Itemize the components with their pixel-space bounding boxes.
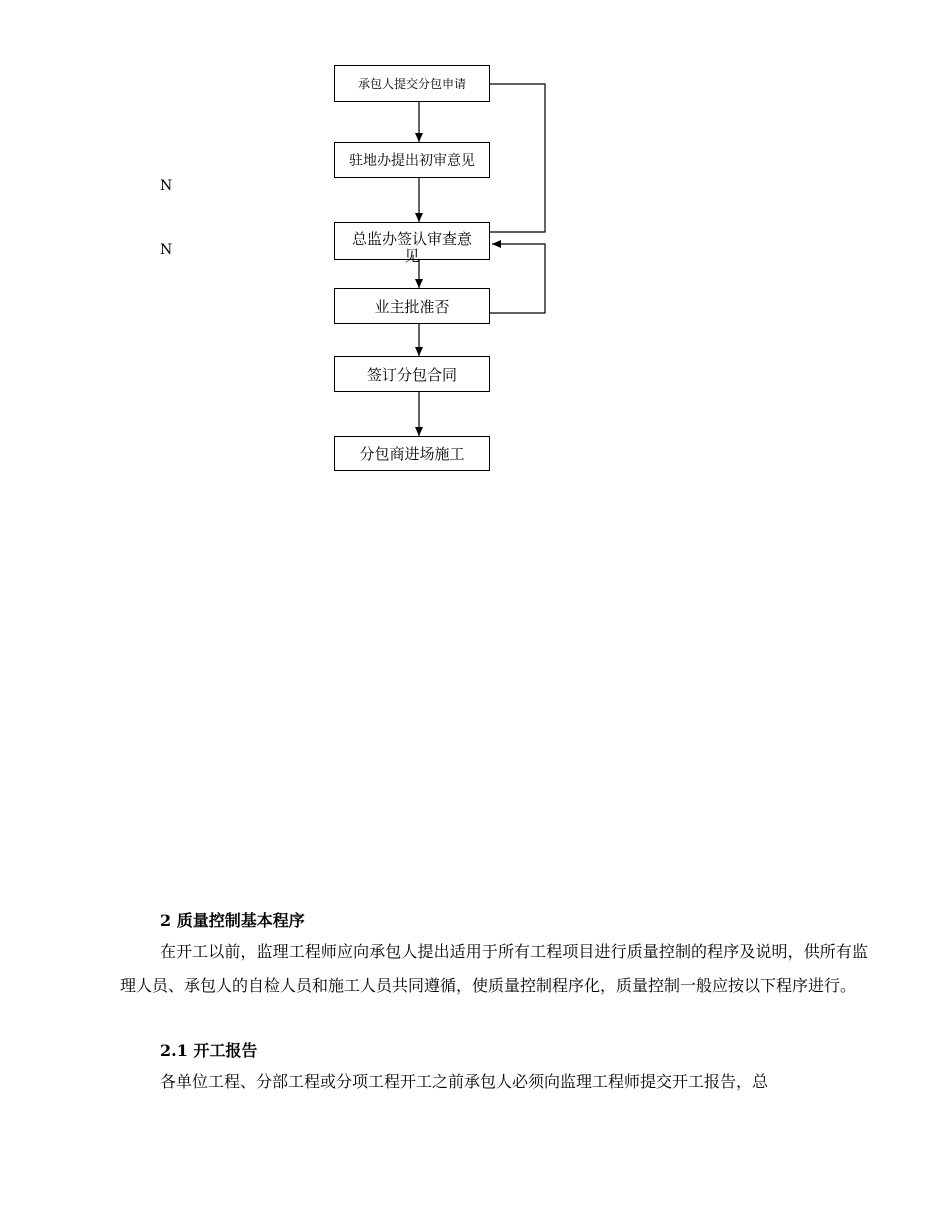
loop-4-to-3 bbox=[490, 244, 545, 313]
flow-step-owner-approval bbox=[334, 288, 490, 324]
section-paragraph: 在开工以前，监理工程师应向承包人提出适用于所有工程项目进行质量控制的程序及说明，供所有监理人员、承包人的自检人员和施工人员共同遵循，使质量控制程序化，质量控制一般应按以下程序进行。 bbox=[120, 942, 868, 995]
flow-step-submit-application bbox=[334, 65, 490, 102]
flow-step-preliminary-review bbox=[334, 142, 490, 178]
flow-step-label: 驻地办提出初审意见 bbox=[349, 153, 475, 169]
flow-step-chief-review bbox=[334, 222, 490, 265]
subsection-heading: 2.1 开工报告 bbox=[160, 1041, 258, 1060]
flow-step-label: 分包商进场施工 bbox=[359, 445, 465, 463]
subsection-paragraph: 各单位工程、分部工程或分项工程开工之前承包人必须向监理工程师提交开工报告，总 bbox=[160, 1072, 769, 1091]
flow-step-label: 业主批准否 bbox=[374, 297, 450, 316]
flow-step-label: 承包人提交分包申请 bbox=[357, 77, 466, 91]
reject-label-n: N bbox=[160, 242, 173, 258]
flow-step-subcontractor-entry bbox=[334, 436, 490, 471]
flow-step-label: 签订分包合同 bbox=[366, 365, 457, 384]
section-heading: 2 质量控制基本程序 bbox=[160, 911, 305, 930]
flow-step-sign-contract bbox=[334, 356, 490, 392]
reject-label-n: N bbox=[160, 178, 173, 194]
flow-step-label: 总监办签认审查意见 bbox=[351, 230, 472, 265]
